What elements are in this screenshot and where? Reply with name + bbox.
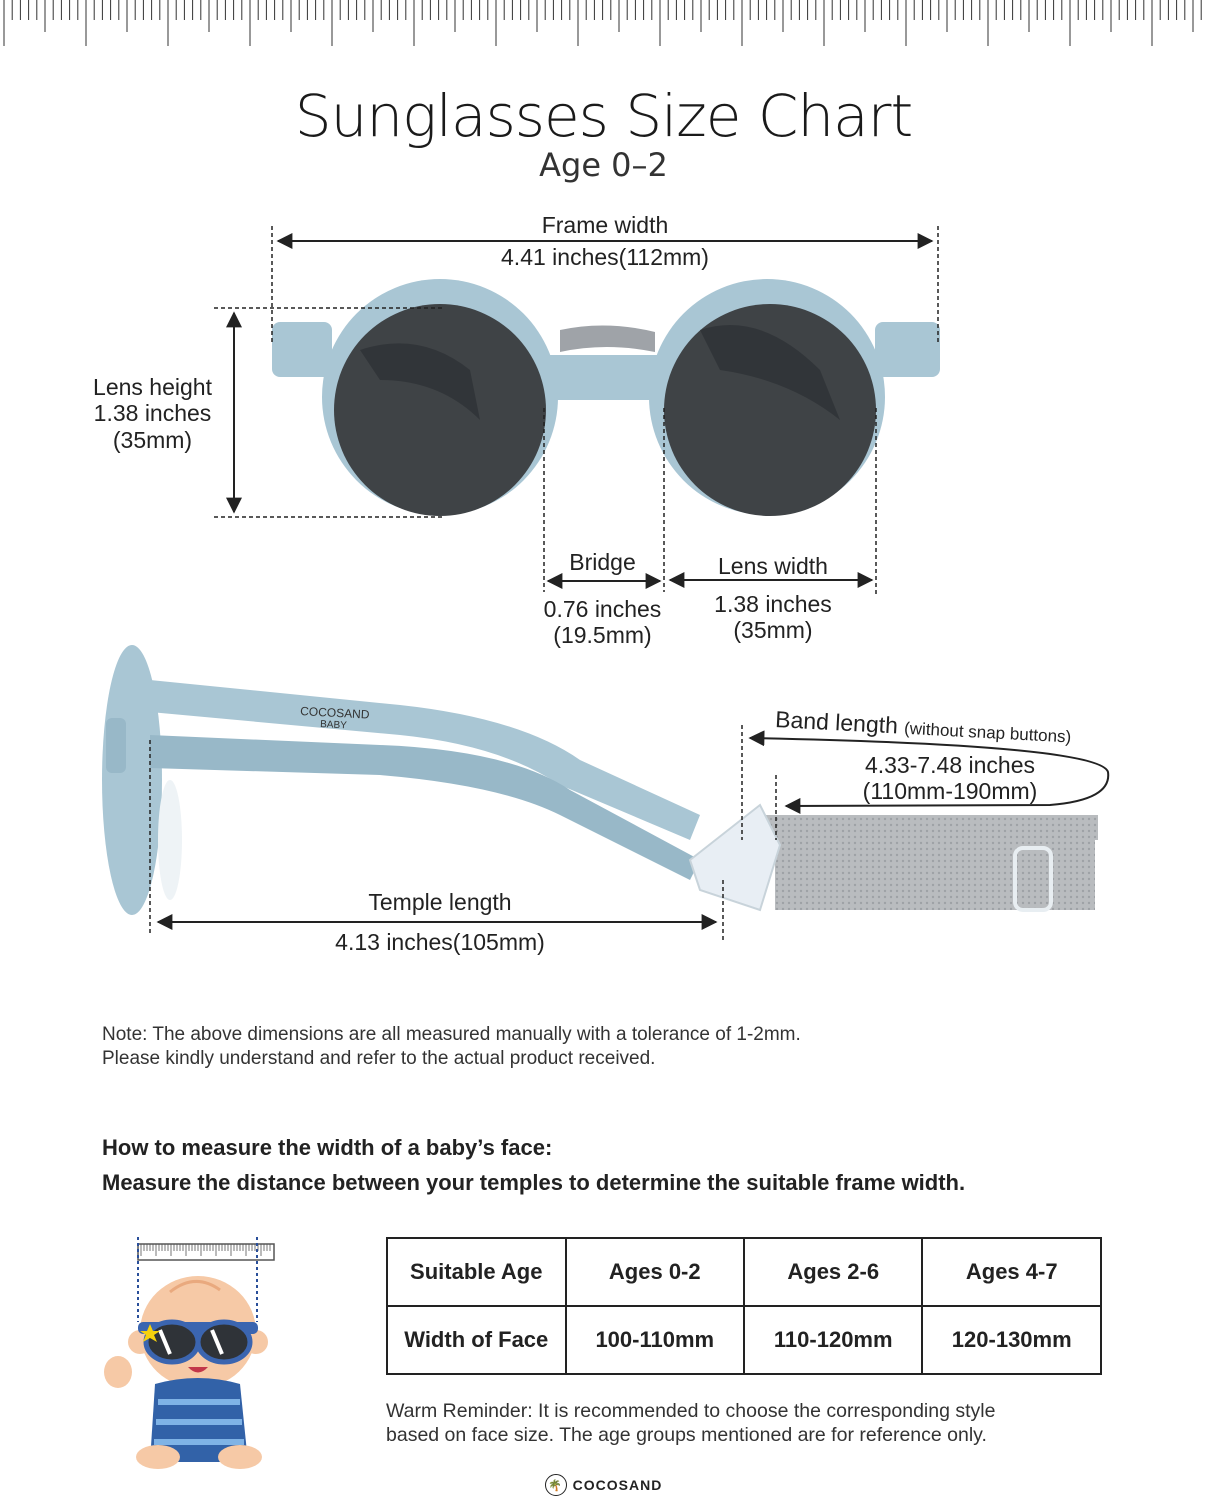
temple-imprint: COCOSAND	[299, 704, 370, 722]
page-subtitle: Age 0–2	[539, 146, 668, 184]
brand-name: COCOSAND	[572, 1477, 663, 1493]
table-row	[387, 1306, 1101, 1374]
lens-right	[664, 304, 876, 516]
table-cell: Ages 0-2	[566, 1238, 744, 1306]
table-cell: Ages 2-6	[744, 1238, 922, 1306]
bridge-label: Bridge	[569, 549, 636, 575]
table-cell: 110-120mm	[744, 1306, 922, 1374]
baby-illustration	[100, 1232, 280, 1472]
table-cell: Width of Face	[387, 1306, 566, 1374]
temple-imprint-sub: BABY	[319, 719, 348, 732]
howto-heading: How to measure the width of a baby’s face: Measure the distance between your temples to determine the suitable frame width.	[102, 1135, 966, 1196]
band-length-qualifier: (without snap buttons)	[903, 718, 1072, 747]
temple-length-value: 4.13 inches(105mm)	[335, 929, 545, 955]
band-length-label: Band length (without snap buttons)	[774, 706, 1072, 747]
table-row-header	[387, 1238, 1101, 1306]
frame-width-title: Frame width	[541, 212, 669, 238]
lens-height-label: Lens height 1.38 inches (35mm)	[93, 374, 212, 453]
table-cell: Ages 4-7	[922, 1238, 1101, 1306]
band	[690, 805, 1098, 910]
frame-width-label	[455, 212, 755, 238]
footer-brand	[0, 1474, 1207, 1496]
table-cell: 100-110mm	[566, 1306, 744, 1374]
temple-length-label: Temple length	[368, 889, 512, 915]
tolerance-note: Note: The above dimensions are all measured manually with a tolerance of 1-2mm. Please kindly understand and refer to the actual product received.	[102, 1024, 801, 1069]
bridge-value: 0.76 inches (19.5mm)	[543, 596, 662, 649]
size-table	[386, 1237, 1102, 1375]
page-title: Sunglasses Size Chart	[294, 82, 913, 150]
palm-tree-icon: 🌴	[545, 1474, 567, 1496]
lens-left	[334, 304, 546, 516]
frame-width-value: 4.41 inches(112mm)	[501, 244, 709, 270]
band-length-value: 4.33-7.48 inches (110mm-190mm)	[862, 752, 1038, 805]
warm-reminder: Warm Reminder: It is recommended to choose the corresponding style based on face size. The age groups mentioned are for reference only.	[386, 1400, 996, 1447]
lens-width-value: 1.38 inches (35mm)	[714, 591, 832, 644]
lens-width-label: Lens width	[718, 553, 828, 579]
table-cell: Suitable Age	[387, 1238, 566, 1306]
frame-side	[102, 645, 700, 915]
strap-behind	[560, 325, 655, 352]
table-cell: 120-130mm	[922, 1306, 1101, 1374]
